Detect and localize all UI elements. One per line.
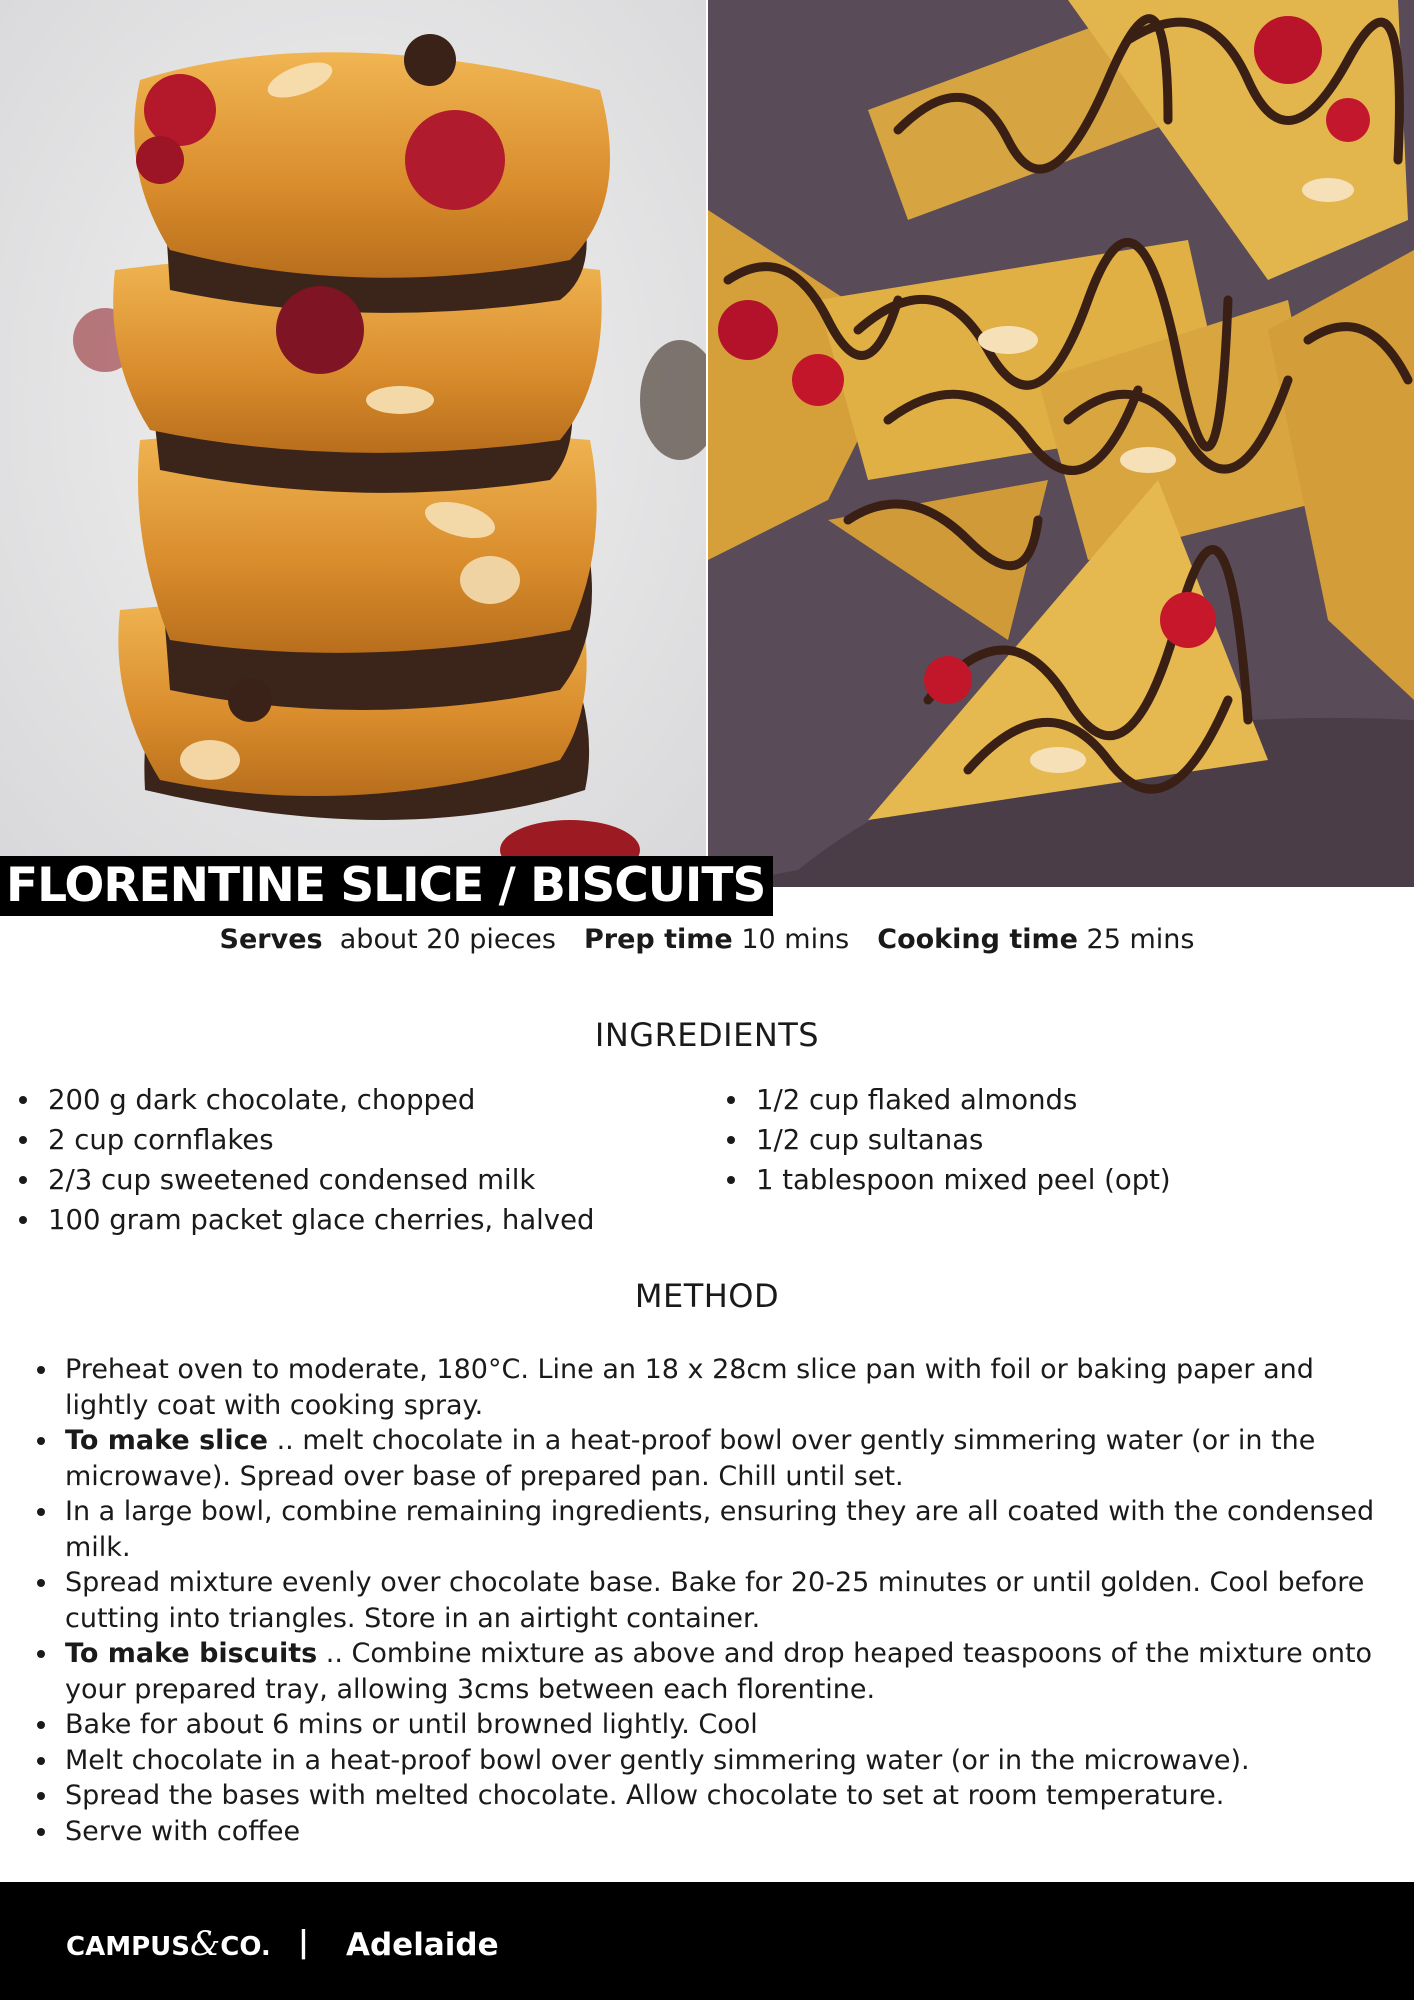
ingredients-list-right [727,1080,1171,1200]
brand-name: CAMPUS [66,1932,190,1962]
footer-separator: | [298,1925,309,1960]
brand-ampersand: & [189,1924,221,1964]
ingredient-item: 1 tablespoon mixed peel (opt) [727,1160,1171,1200]
slice-triangles-photo [708,0,1414,887]
method-step [37,1636,1392,1707]
ingredients-list-left [19,1080,594,1240]
ingredient-item: 1/2 cup sultanas [727,1120,1171,1160]
method-step-text: Bake for about 6 mins or until browned lightly. Cool [65,1709,758,1740]
method-step [37,1423,1392,1494]
footer-city: Adelaide [346,1927,499,1963]
serves-label: Serves [219,924,323,955]
method-step [37,1743,1392,1779]
recipe-title: FLORENTINE SLICE / BISCUITS [0,856,773,916]
method-step [37,1494,1392,1565]
method-step-text: Spread mixture evenly over chocolate base. Bake for 20-25 minutes or until golden. Cool before cutting into triangles. Store in an airtight container. [65,1567,1365,1634]
ingredient-item: 2 cup cornflakes [19,1120,594,1160]
ingredient-item: 2/3 cup sweetened condensed milk [19,1160,594,1200]
recipe-meta [0,922,1414,958]
prep-time-value: 10 mins [741,924,850,955]
method-step-text: .. Combine mixture as above and drop heaped teaspoons of the mixture onto your prepared tray, allowing 3cms between each florentine. [65,1638,1373,1705]
serves-value: about 20 pieces [339,924,556,955]
ingredients-heading: INGREDIENTS [594,1016,820,1054]
method-step [37,1814,1392,1850]
brand-suffix: CO. [220,1932,271,1962]
prep-time-label: Prep time [583,924,733,955]
stacked-biscuits-photo [0,0,706,887]
method-step [37,1565,1392,1636]
cooking-time-label: Cooking time [877,924,1078,955]
method-step-text: Melt chocolate in a heat-proof bowl over gently simmering water (or in the microwave). [65,1744,1250,1776]
ingredient-item: 1/2 cup flaked almonds [727,1080,1171,1120]
ingredient-item: 200 g dark chocolate, chopped [19,1080,594,1120]
footer-bar [0,1882,1414,2000]
ingredient-item: 100 gram packet glace cherries, halved [19,1200,594,1240]
method-heading: METHOD [634,1277,780,1315]
method-step-text: Preheat oven to moderate, 180°C. Line an 18 x 28cm slice pan with foil or baking paper and lightly coat with cooking spray. [65,1354,1314,1421]
hero-photos [0,0,1414,887]
method-step-bold: To make biscuits [65,1638,318,1669]
method-step [37,1778,1392,1814]
method-step-bold: To make slice [65,1425,268,1456]
brand-logo [66,1924,271,1967]
cooking-time-value: 25 mins [1086,924,1195,955]
method-step-text: .. melt chocolate in a heat-proof bowl over gently simmering water (or in the microwave). Spread over base of prepared pan. Chill until set. [65,1425,1316,1492]
method-step [37,1352,1392,1423]
method-step [37,1707,1392,1743]
method-step-text: Serve with coffee [65,1815,301,1847]
method-step-text: Spread the bases with melted chocolate. Allow chocolate to set at room temperature. [65,1780,1225,1811]
method-step-text: In a large bowl, combine remaining ingredients, ensuring they are all coated with the condensed milk. [65,1496,1375,1563]
method-steps [37,1352,1392,1849]
